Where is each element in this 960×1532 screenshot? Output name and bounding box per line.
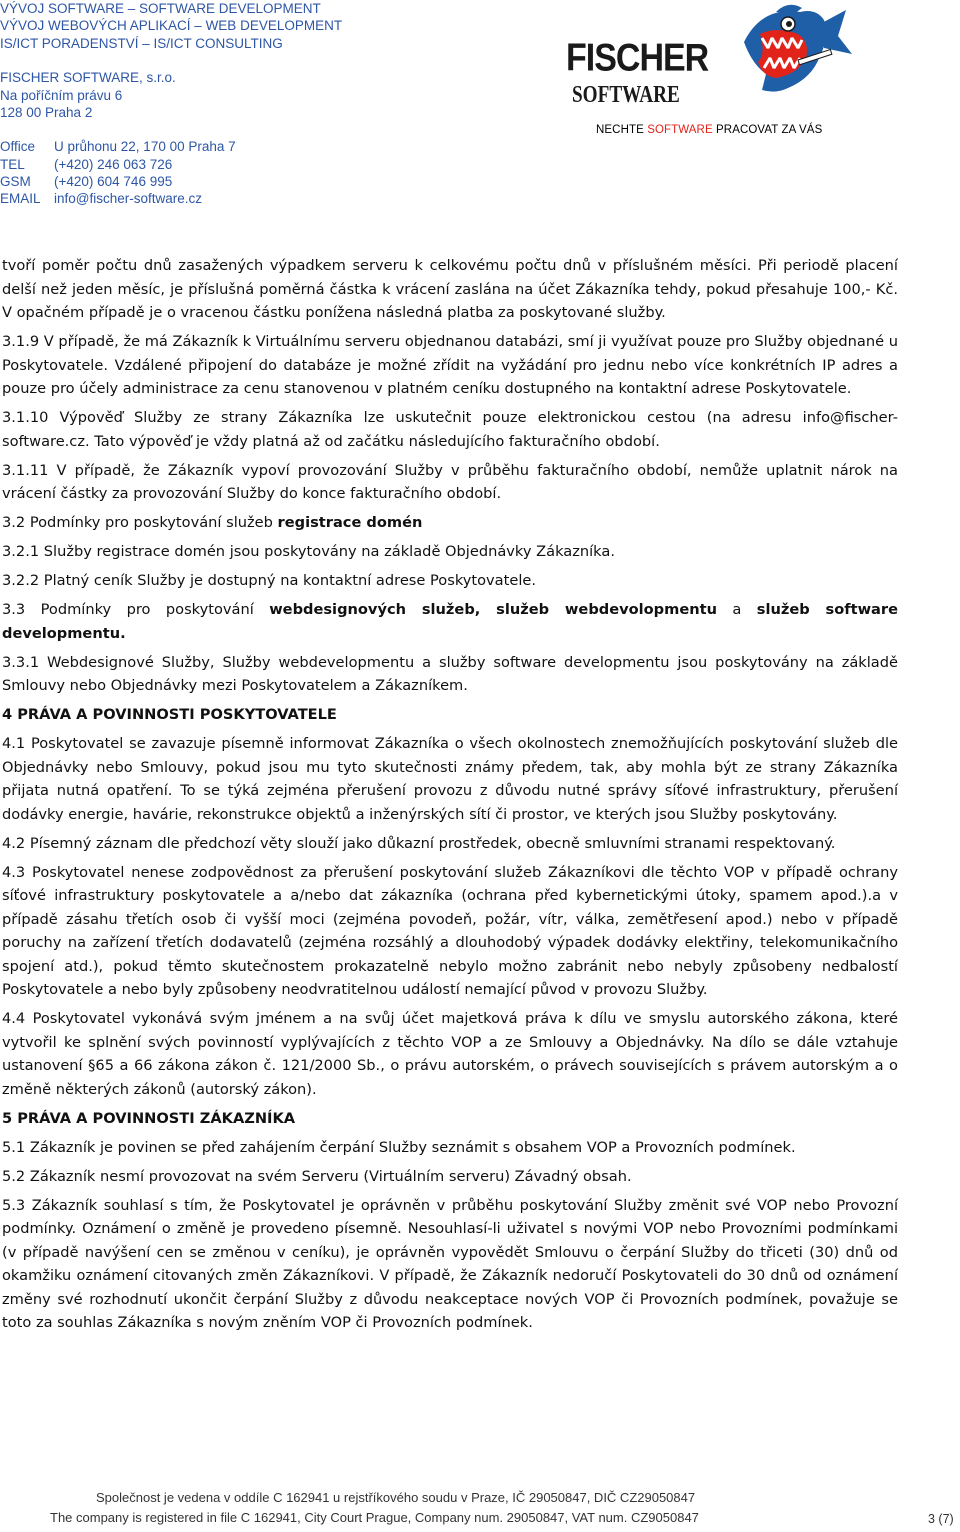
paragraph: 3.1.11 V případě, že Zákazník vypoví provozování Služby v průběhu fakturačního období, nemůže uplatnit nárok na vrácení částky za provozování Služby do konce fakturačního období. (2, 461, 898, 502)
service-line-3: IS/ICT PORADENSTVÍ – IS/ICT CONSULTING (0, 36, 283, 51)
section-heading-4: 4 PRÁVA A POVINNOSTI POSKYTOVATELE (2, 706, 337, 723)
paragraph: 3.1.9 V případě, že má Zákazník k Virtuálnímu serveru objednanou databázi, smí ji využívat pouze pro Služby objednané u Poskytovatele. Vzdálené připojení do databáze je možné zřídit na vyžádání pro jednu nebo více konkrétních IP adres a pouze pro účely administrace za cenu stanovenou v platném ceníku dostupného na kontaktní adrese Poskytovatele. (2, 333, 898, 397)
page-number: 3 (7) (928, 1512, 954, 1526)
paragraph: 3.1.10 Výpověď Služby ze strany Zákazníka lze uskutečnit pouze elektronickou cestou (na adresu info@fischer-software.cz. Tato výpověď je vždy platná až od začátku následujícího fakturačního období. (2, 409, 898, 450)
section-heading-3-2: 3.2 Podmínky pro poskytování služeb registrace domén (2, 514, 423, 531)
logo-slogan: NECHTE SOFTWARE PRACOVAT ZA VÁS (596, 124, 823, 136)
section-heading-5: 5 PRÁVA A POVINNOSTI ZÁKAZNÍKA (2, 1109, 296, 1127)
paragraph: 4.1 Poskytovatel se zavazuje písemně informovat Zákazníka o všech okolnostech znemožňujících poskytování služeb dle Objednávky nebo Smlouvy, pokud jsou mu tyto skutečnosti známy předem, tak, aby mohla být ze strany Zákazníka přijata nutná opatření. To se týká zejména přerušení provozu z důvodu nutné správy síťové infrastruktury, přerušení dodávky energie, havárie, rekonstrukce objektů a inženýrských sítí či prostor, ve kterých jsou Služby poskytovány. (2, 735, 898, 823)
paragraph: 3.3.1 Webdesignové Služby, Služby webdevelopmentu a služby software developmentu jsou poskytovány na základě Smlouvy nebo Objednávky mezi Poskytovatelem a Zákazníkem. (2, 653, 898, 694)
paragraph: 5.3 Zákazník souhlasí s tím, že Poskytovatel je oprávněn v průběhu poskytování Služby změnit své VOP nebo Provozní podmínky. Oznámení o změně je provedeno písemně. Nesouhlasí-li uživatel s novými VOP nebo Provozními podmínkami (v případě navýšení cen se změnou v ceníku), je oprávněn vypovědět Smlouvu o čerpání Služby do třiceti (30) dnů od okamžiku oznámení citovaných změn Zákazníkovi. V případě, že Zákazník nedoručí Poskytovateli do 30 dnů od oznámení změny své rozhodnutí ukončit čerpání Služby z důvodu neakceptace nových VOP či Provozních podmínek, považuje se toto za souhlas Zákazníka s novým zněním VOP či Provozních podmínek. (2, 1196, 898, 1331)
contact-email: EMAIL info@fischer-software.cz (0, 191, 202, 206)
contact-gsm: GSM (+420) 604 746 995 (0, 174, 173, 189)
logo-subtitle: SOFTWARE (572, 82, 680, 108)
paragraph: 5.1 Zákazník je povinen se před zahájením čerpání Služby seznámit s obsahem VOP a Provozních podmínek. (2, 1138, 796, 1156)
paragraph: 3.2.1 Služby registrace domén jsou poskytovány na základě Objednávky Zákazníka. (2, 543, 615, 560)
logo-wordmark: FISCHER (566, 36, 709, 80)
paragraph: 3.2.2 Platný ceník Služby je dostupný na kontaktní adrese Poskytovatele. (2, 572, 536, 589)
footer-registration-cz: Společnost je vedena v oddíle C 162941 u rejstříkového soudu v Praze, IČ 29050847, DIČ CZ29050847 (96, 1490, 696, 1505)
paragraph: 5.2 Zákazník nesmí provozovat na svém Serveru (Virtuálním serveru) Závadný obsah. (2, 1167, 632, 1185)
company-city: 128 00 Praha 2 (0, 105, 93, 120)
paragraph: 4.2 Písemný záznam dle předchozí věty slouží jako důkazní prostředek, obecně smluvními stranami respektovaný. (2, 834, 836, 852)
company-street: Na poříčním právu 6 (0, 88, 123, 103)
section-heading-3-3: 3.3 Podmínky pro poskytování webdesignových služeb, služeb webdevolopmentu a služeb software developmentu. (2, 601, 899, 642)
paragraph: tvoří poměr počtu dnů zasažených výpadkem serveru k celkovému počtu dnů v příslušném měsíci. Při periodě placení delší než jeden měsíc, je příslušná poměrná částka k vrácení zaslána na účet Zákazníka tehdy, pokud přesahuje 100,- Kč. V opačném případě je o vracenou částku ponížena následná platba za poskytované služby. (2, 257, 898, 321)
service-line-1: VÝVOJ SOFTWARE – SOFTWARE DEVELOPMENT (0, 1, 321, 16)
document-body (2, 254, 898, 1340)
contact-tel: TEL (+420) 246 063 726 (0, 157, 173, 172)
footer-registration-en: The company is registered in file C 162941, City Court Prague, Company num. 29050847, VAT num. CZ9050847 (50, 1510, 699, 1525)
service-line-2: VÝVOJ WEBOVÝCH APLIKACÍ – WEB DEVELOPMENT (0, 18, 343, 33)
contact-office: Office U průhonu 22, 170 00 Praha 7 (0, 139, 236, 154)
paragraph: 4.4 Poskytovatel vykonává svým jménem a na svůj účet majetková práva k dílu ve smyslu autorského zákona, které vytvořil ke splnění svých povinností vyplývajících z těchto VOP a ze Smlouvy a Objednávky. Na dílo se dále vztahuje ustanovení §65 a 66 zákona zákon č. 121/2000 Sb., o právu autorském, o právech souvisejících s právem autorským a o změně některých zákonů (autorský zákon). (2, 1010, 898, 1098)
paragraph: 4.3 Poskytovatel nenese zodpovědnost za přerušení poskytování služeb Zákazníkovi dle těchto VOP v případě ochrany síťové infrastruktury poskytovatele a a/nebo dat zákazníka (ochrana před kybernetickými útoky, spamem apod.).a v případě zásahu třetích osob či vyšší moci (zejména povodeň, požár, vítr, válka, zemětřesení apod.) nebo v případě poruchy na zařízení třetích dodavatelů (zejména rozsáhlý a dlouhodobý výpadek dodávky elektřiny, telekomunikačního spojení atd.), pokud těmto skutečnostem prokazatelně nebylo možno zabránit nebo nebyly způsobeny nedbalostí Poskytovatele a nebo byly způsobeny neodvratitelnou událostí nemající původ v provozu Služby. (2, 863, 898, 998)
company-name: FISCHER SOFTWARE, s.r.o. (0, 70, 176, 85)
